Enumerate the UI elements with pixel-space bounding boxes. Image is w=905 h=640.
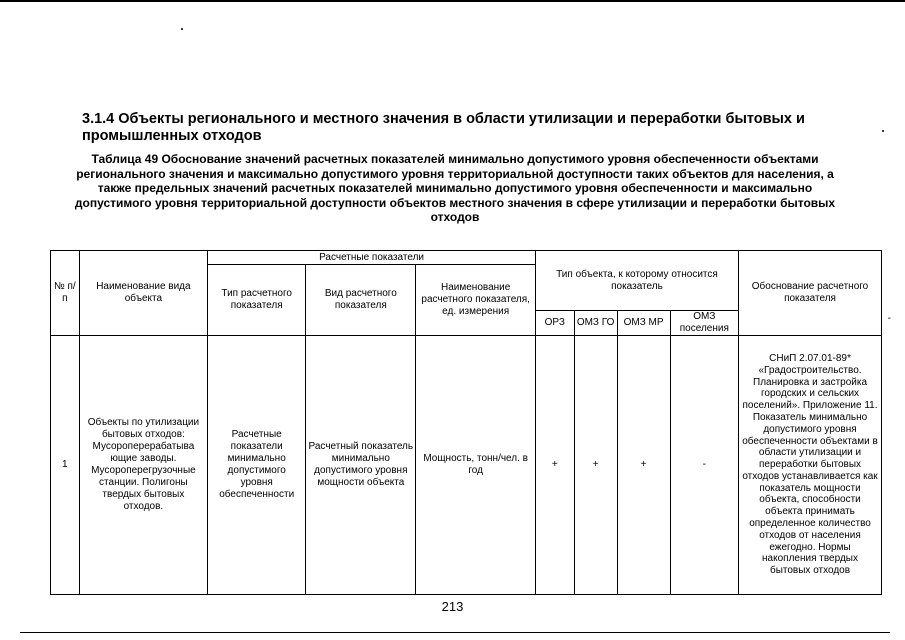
cell-object-name: Объекты по утилизации бытовых отходов: Мусороперерабатыва ющие заводы. Мусороперегрузочные станции. Полигоны твердых бытовых отходов.: [79, 336, 208, 595]
cell-calc-type: Расчетные показатели минимально допустимого уровня обеспеченности: [208, 336, 306, 595]
header-calc-type: Тип расчетного показателя: [208, 265, 306, 336]
table-caption: Таблица 49 Обоснование значений расчетных показателей минимально допустимого уровня обеспеченности объектами регионального значения и максимально допустимого уровня территориальной доступности таких объектов для населения, а также предельных значений расчетных показателей минимально допустимого уровня обеспеченности и максимально допустимого уровня территориальной доступности объектов местного значения в сфере утилизации и переработки бытовых отходов: [74, 152, 836, 224]
header-ors: ОРЗ: [535, 311, 574, 336]
cell-calc-kind: Расчетный показатель минимально допустимого уровня мощности объекта: [306, 336, 416, 595]
header-omz-mr: ОМЗ МР: [617, 311, 670, 336]
scan-speck: [181, 28, 183, 30]
cell-basis: СНиП 2.07.01-89* «Градостроительство. Планировка и застройка городских и сельских поселений». Приложение 11. Показатель минимально допустимого уровня обеспеченности объектами в области утилизации и переработки бытовых отходов устанавливается как показатель мощности объекта, способности объекта принимать определенное количество отходов от населения ежегодно. Нормы накопления твердых бытовых отходов: [739, 336, 882, 595]
page-number: 213: [441, 599, 464, 614]
cell-num: 1: [51, 336, 80, 595]
margin-mark: -: [887, 313, 891, 324]
cell-omz-go: +: [574, 336, 617, 595]
header-omz-settlement: ОМЗ поселения: [670, 311, 738, 336]
table-row: [51, 336, 882, 595]
cell-calc-unit: Мощность, тонн/чел. в год: [416, 336, 535, 595]
cell-omz-settlement: -: [670, 336, 738, 595]
scan-bottom-edge: [20, 632, 890, 633]
header-calc-group: Расчетные показатели: [208, 251, 536, 265]
header-omz-go: ОМЗ ГО: [574, 311, 617, 336]
header-object-type-group: Тип объекта, к которому относится показатель: [535, 251, 738, 311]
header-object-name: Наименование вида объекта: [79, 251, 208, 336]
header-calc-unit: Наименование расчетного показателя, ед. измерения: [416, 265, 535, 336]
indicators-table: [50, 250, 882, 595]
header-num: № п/п: [51, 251, 80, 336]
scan-speck: [882, 130, 884, 132]
cell-ors: +: [535, 336, 574, 595]
header-basis: Обоснование расчетного показателя: [739, 251, 882, 336]
header-calc-kind: Вид расчетного показателя: [306, 265, 416, 336]
section-heading: 3.1.4 Объекты регионального и местного значения в области утилизации и переработки бытовых и промышленных отходов: [82, 111, 805, 144]
scan-top-edge: [0, 0, 905, 2]
cell-omz-mr: +: [617, 336, 670, 595]
